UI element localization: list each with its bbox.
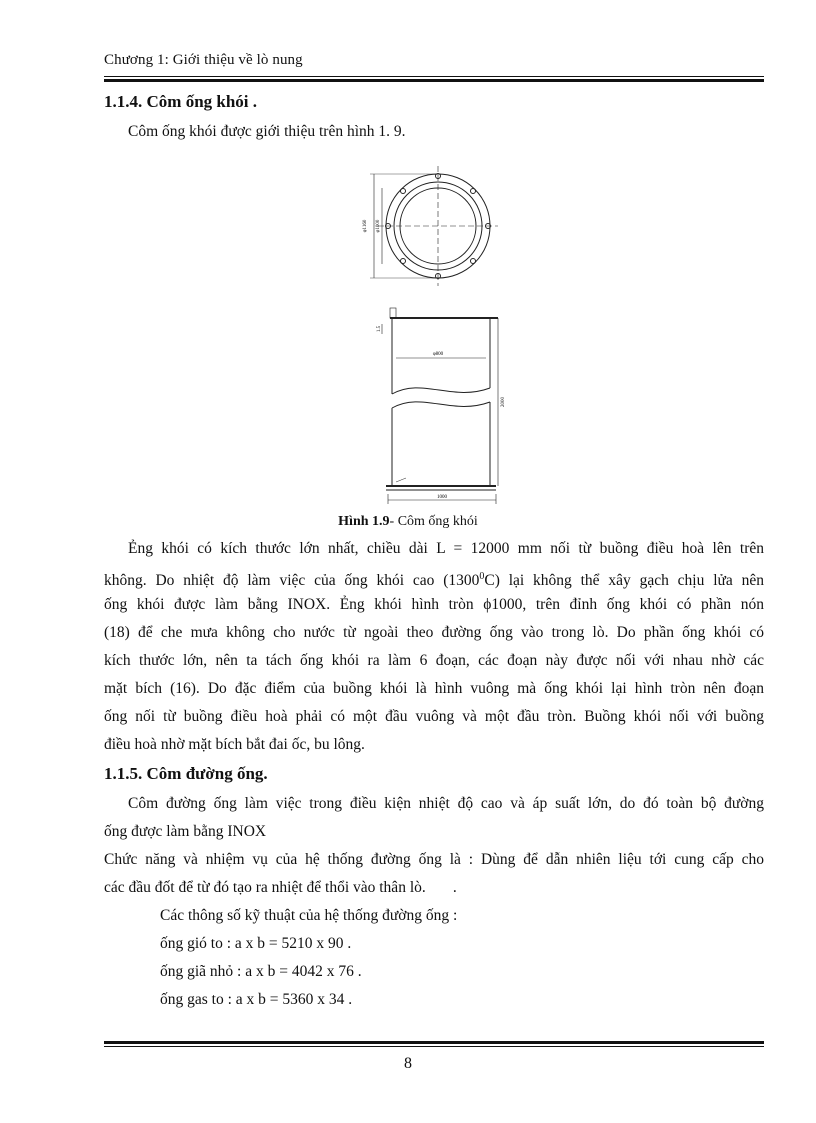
caption-text: - Côm ống khói (389, 514, 478, 529)
paragraph-line: (18) để che mưa không cho nước từ ngoài theo đường ống vào trong lò. Do phần ống khói có (104, 624, 764, 641)
paragraph-line: mặt bích (16). Do đặc điểm của buồng khói là hình vuông mà ống khói lại hình tròn nên đoạn (104, 680, 764, 697)
paragraph-line-text: không. Do nhiệt độ làm việc của ống khói cao (1300 (104, 572, 480, 590)
section-heading-1-1-5: 1.1.5. Côm đường ống. (104, 764, 268, 783)
caption-label: Hình 1.9 (338, 514, 390, 529)
spec-item: ống giã nhỏ : a x b = 4042 x 76 . (160, 963, 362, 980)
dim-flange-inner: φ1000 (376, 219, 381, 233)
paragraph-line: Côm đường ống làm việc trong điều kiện nhiệt độ cao và áp suất lớn, do đó toàn bộ đường (128, 795, 764, 812)
dim-length: 2000 (501, 397, 506, 407)
figure-caption (0, 514, 816, 530)
paragraph-line: điều hoà nhờ mặt bích bắt đai ốc, bu lông. (104, 736, 365, 753)
footer-rule-thick (104, 1041, 764, 1044)
paragraph-line: kích thước lớn, nên ta tách ống khói ra làm 6 đoạn, các đoạn này được nối với nhau nhờ các (104, 652, 764, 669)
chimney-drawing (352, 162, 506, 512)
header-rule-thin (104, 76, 764, 77)
paragraph-line: Chức năng và nhiệm vụ của hệ thống đường ống là : Dùng để dẫn nhiên liệu tới cung cấp cho (104, 851, 764, 868)
spec-item: ống gas to : a x b = 5360 x 34 . (160, 991, 353, 1008)
footer-rule-thin (104, 1046, 764, 1047)
paragraph-line: các đầu đốt để từ đó tạo ra nhiệt để thổi vào thân lò. . (104, 879, 457, 896)
spec-item: ống gió to : a x b = 5210 x 90 . (160, 935, 352, 952)
paragraph-line: ống được làm bằng INOX (104, 823, 267, 840)
paragraph-line: ống khói được làm bằng INOX. Ẻng khói hình tròn ϕ1000, trên đỉnh ống khói có phần nón (104, 596, 764, 613)
section-heading-1-1-4: 1.1.4. Côm ống khói . (104, 92, 258, 111)
figure-intro: Côm ống khói được giới thiệu trên hình 1. 9. (128, 123, 406, 140)
running-header: Chương 1: Giới thiệu về lò nung (104, 52, 303, 68)
flange-top-view (370, 166, 498, 286)
paragraph-line: ống nối từ buồng điều hoà phải có một đầu vuông và một đầu tròn. Buồng khói nối với buồng (104, 708, 764, 725)
paragraph-line: Ẻng khói có kích thước lớn nhất, chiều dài L = 12000 mm nối từ buồng điều hoà lên trên (128, 540, 764, 557)
dim-bottom: 1000 (437, 495, 447, 500)
specs-title: Các thông số kỹ thuật của hệ thống đường ống : (160, 907, 458, 924)
superscript-degree: 0 (479, 571, 485, 582)
header-rule-thick (104, 79, 764, 82)
pipe-side-view (382, 308, 498, 504)
dim-side: 1.5 (377, 325, 382, 333)
dim-pipe-diameter: φ800 (432, 352, 444, 357)
page-number: 8 (404, 1055, 412, 1072)
paragraph-line-rest: C) lại không thể xây gạch chịu lửa nên (484, 572, 764, 590)
dim-flange-outer: φ1160 (363, 219, 368, 233)
